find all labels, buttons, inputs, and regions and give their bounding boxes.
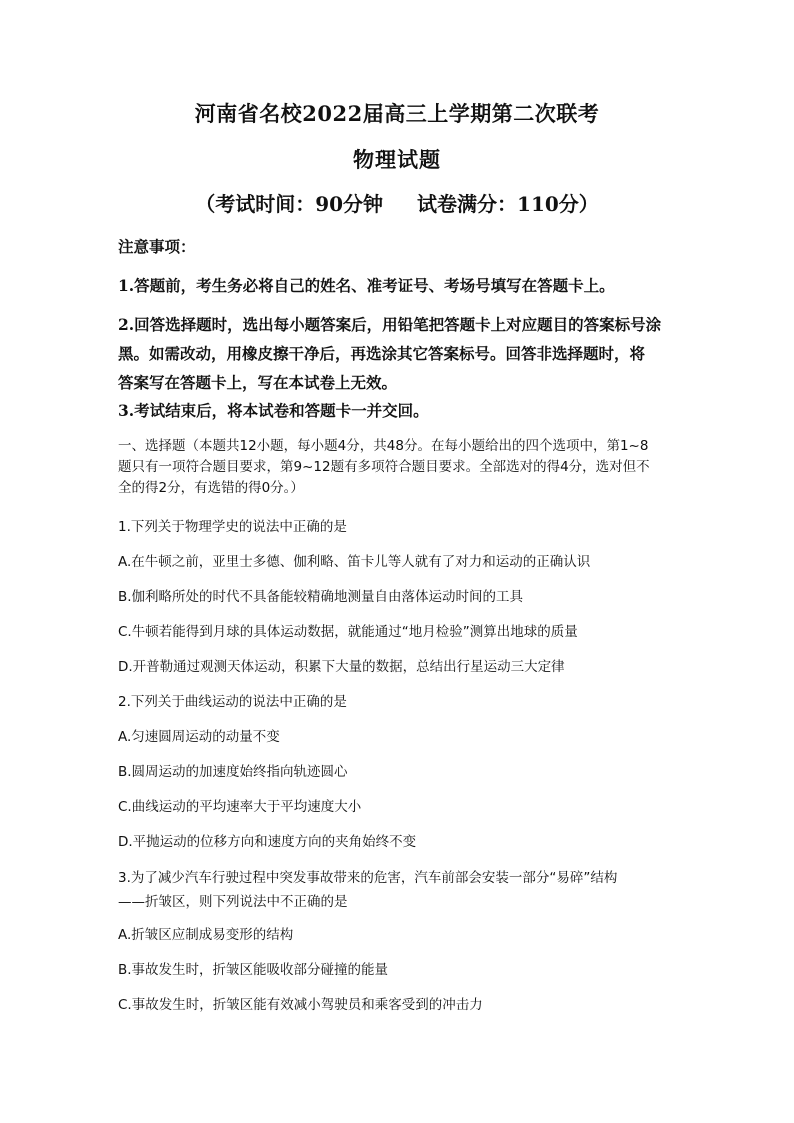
exam-title: 河南省名校2022届高三上学期第二次联考 bbox=[194, 101, 600, 126]
q2-option-b: B.圆周运动的加速度始终指向轨迹圆心 bbox=[118, 764, 348, 780]
q3-stem-line: ——折皱区，则下列说法中不正确的是 bbox=[118, 894, 348, 910]
q3-option-a: A.折皱区应制成易变形的结构 bbox=[118, 927, 294, 943]
notice-item-2-line: 黑。如需改动，用橡皮擦干净后，再选涂其它答案标号。回答非选择题时，将 bbox=[118, 344, 646, 363]
section-intro-line: 题只有一项符合题目要求，第9~12题有多项符合题目要求。全部选对的得4分，选对但不 bbox=[118, 459, 650, 475]
section-intro-line: 一、选择题（本题共12小题，每小题4分，共48分。在每小题给出的四个选项中，第1~8 bbox=[118, 438, 649, 454]
q2-stem: 2.下列关于曲线运动的说法中正确的是 bbox=[118, 694, 347, 710]
exam-info bbox=[0, 188, 794, 217]
q2-option-c: C.曲线运动的平均速率大于平均速度大小 bbox=[118, 799, 362, 815]
section-intro bbox=[118, 436, 688, 499]
q1-option-d: D.开普勒通过观测天体运动，积累下大量的数据，总结出行星运动三大定律 bbox=[118, 659, 565, 675]
q2-option-d: D.平抛运动的位移方向和速度方向的夹角始终不变 bbox=[118, 834, 417, 850]
q3-stem-line: 3.为了减少汽车行驶过程中突发事故带来的危害，汽车前部会安装一部分“易碎”结构 bbox=[118, 870, 618, 886]
q3-option-c: C.事故发生时，折皱区能有效减小驾驶员和乘客受到的冲击力 bbox=[118, 997, 483, 1013]
q1-option-c: C.牛顿若能得到月球的具体运动数据，就能通过“地月检验”测算出地球的质量 bbox=[118, 624, 578, 640]
score-info: 试卷满分：110分） bbox=[417, 192, 599, 216]
time-info: （考试时间：90分钟 bbox=[195, 192, 384, 216]
notice-item-3: 3.考试结束后，将本试卷和答题卡一并交回。 bbox=[118, 401, 429, 420]
notice-heading: 注意事项： bbox=[118, 237, 196, 256]
q1-option-a: A.在牛顿之前，亚里士多德、伽利略、笛卡儿等人就有了对力和运动的正确认识 bbox=[118, 554, 591, 570]
q1-stem: 1.下列关于物理学史的说法中正确的是 bbox=[118, 519, 347, 535]
q3-option-b: B.事故发生时，折皱区能吸收部分碰撞的能量 bbox=[118, 962, 389, 978]
notice-item-2-line: 答案写在答题卡上，写在本试卷上无效。 bbox=[118, 373, 398, 392]
section-intro-line: 全的得2分，有选错的得0分。） bbox=[118, 480, 304, 496]
subject-title: 物理试题 bbox=[353, 147, 441, 172]
q2-option-a: A.匀速圆周运动的动量不变 bbox=[118, 729, 280, 745]
notice-item-2 bbox=[118, 310, 686, 397]
q3-stem bbox=[118, 866, 688, 914]
notice-item-1: 1.答题前，考生务必将自己的姓名、准考证号、考场号填写在答题卡上。 bbox=[118, 276, 615, 295]
notice-item-2-line: 2.回答选择题时，选出每小题答案后，用铅笔把答题卡上对应题目的答案标号涂 bbox=[118, 315, 662, 334]
q1-option-b: B.伽利略所处的时代不具备能较精确地测量自由落体运动时间的工具 bbox=[118, 589, 524, 605]
